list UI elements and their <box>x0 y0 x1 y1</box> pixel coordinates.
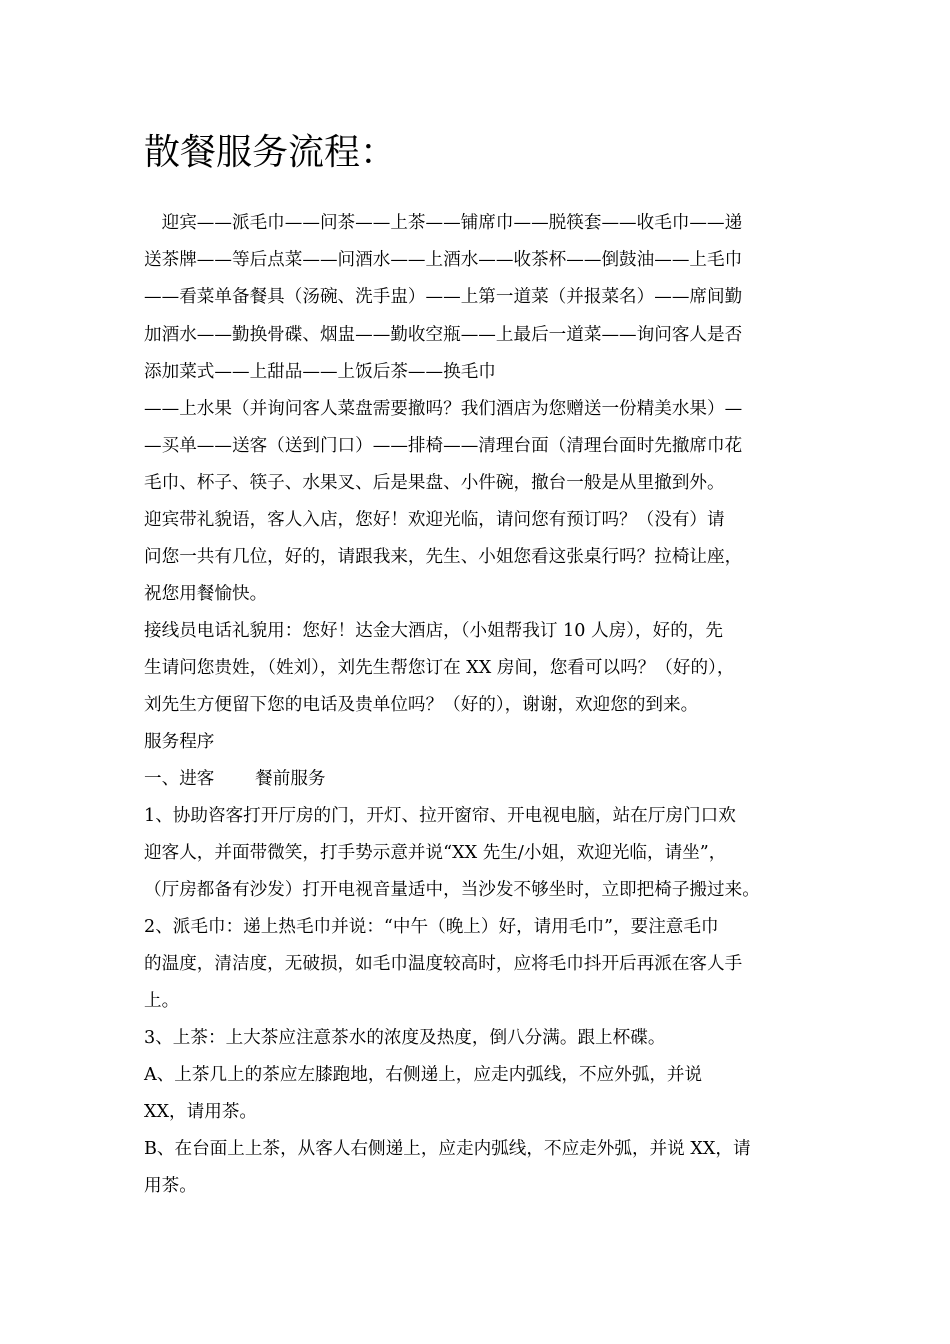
paragraph-line: 刘先生方便留下您的电话及贵单位吗？（好的），谢谢，欢迎您的到来。 <box>144 695 699 715</box>
paragraph-line: 接线员电话礼貌用：您好！达金大酒店，（小姐帮我订 10 人房），好的，先 <box>144 621 723 641</box>
paragraph-line: A、上茶几上的茶应左膝跑地，右侧递上，应走内弧线，不应外弧，并说 <box>144 1065 703 1085</box>
paragraph-line: 上。 <box>144 991 180 1011</box>
paragraph-line: 2、派毛巾：递上热毛巾并说：“中午（晚上）好，请用毛巾”，要注意毛巾 <box>144 917 719 937</box>
paragraph-line: 送茶牌——等后点菜——问酒水——上酒水——收茶杯——倒鼓油——上毛巾 <box>144 250 743 270</box>
paragraph-line: （厅房都备有沙发）打开电视音量适中，当沙发不够坐时，立即把椅子搬过来。 <box>144 880 760 900</box>
page-title: 散餐服务流程： <box>144 132 397 173</box>
paragraph-line: 迎宾——派毛巾——问茶——上茶——铺席巾——脱筷套——收毛巾——递 <box>144 213 743 233</box>
paragraph-line: —买单——送客（送到门口）——排椅——清理台面（清理台面时先撤席巾花 <box>144 436 743 456</box>
paragraph-line: 3、上茶：上大茶应注意茶水的浓度及热度，倒八分满。跟上杯碟。 <box>144 1028 666 1048</box>
paragraph-line: 迎客人，并面带微笑，打手势示意并说“XX 先生/小姐，欢迎光临，请坐”， <box>144 843 727 863</box>
paragraph-line: 的温度，清洁度，无破损，如毛巾温度较高时，应将毛巾抖开后再派在客人手 <box>144 954 743 974</box>
paragraph-line: 加酒水——勤换骨碟、烟盅——勤收空瓶——上最后一道菜——询问客人是否 <box>144 325 743 345</box>
paragraph-line: 生请问您贵姓，（姓刘），刘先生帮您订在 XX 房间，您看可以吗？（好的）， <box>144 658 735 678</box>
section-heading: 一、进客 餐前服务 <box>144 769 326 789</box>
paragraph-line: 问您一共有几位，好的，请跟我来，先生、小姐您看这张桌行吗？拉椅让座， <box>144 547 743 567</box>
paragraph-line: 毛巾、杯子、筷子、水果叉、后是果盘、小件碗，撤台一般是从里撤到外。 <box>144 473 725 493</box>
paragraph-line: ——看菜单备餐具（汤碗、洗手盅）——上第一道菜（并报菜名）——席间勤 <box>144 287 743 307</box>
paragraph-line: 添加菜式——上甜品——上饭后茶——换毛巾 <box>144 362 496 382</box>
paragraph-line: XX，请用茶。 <box>144 1102 258 1122</box>
paragraph-line: 用茶。 <box>144 1176 197 1196</box>
paragraph-line: B、在台面上上茶，从客人右侧递上，应走内弧线，不应走外弧，并说 XX，请 <box>144 1139 751 1159</box>
section-heading: 服务程序 <box>144 732 215 752</box>
paragraph-line: 迎宾带礼貌语，客人入店，您好！欢迎光临，请问您有预订吗？（没有）请 <box>144 510 725 530</box>
paragraph-line: 1、协助咨客打开厅房的门，开灯、拉开窗帘、开电视电脑，站在厅房门口欢 <box>144 806 736 826</box>
paragraph-line: ——上水果（并询问客人菜盘需要撤吗？我们酒店为您赠送一份精美水果）— <box>144 399 743 419</box>
paragraph-line: 祝您用餐愉快。 <box>144 584 268 604</box>
